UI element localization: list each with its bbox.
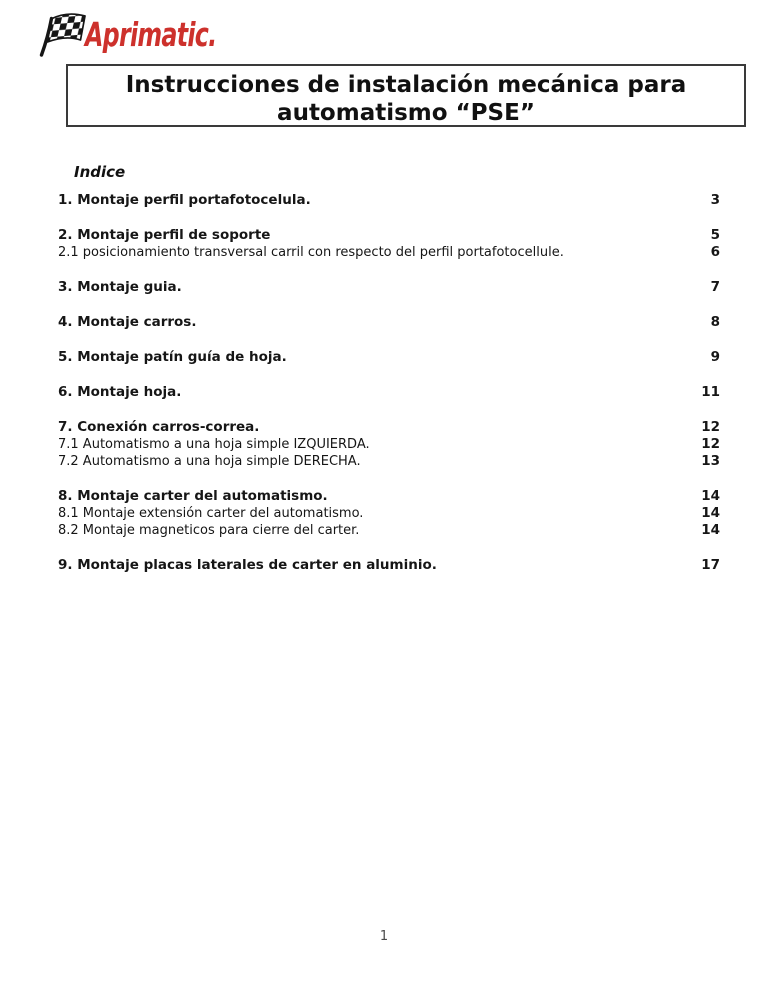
toc-entry-page: 12 <box>701 419 720 435</box>
toc-entry-text: 2.1 posicionamiento transversal carril con respecto del perfil portafotocellule. <box>58 245 564 260</box>
toc-heading: Indice <box>74 163 126 181</box>
toc-entry-page: 9 <box>710 349 720 365</box>
toc-entry-page: 8 <box>710 314 720 330</box>
toc-entry-text: 7.2 Automatismo a una hoja simple DERECHA. <box>58 454 361 469</box>
toc-entry-text: 1. Montaje perfil portafotocelula. <box>58 192 311 208</box>
toc-entry-text: 8. Montaje carter del automatismo. <box>58 488 328 504</box>
toc-entry <box>58 557 720 574</box>
toc-entry-page: 5 <box>710 227 720 243</box>
brand-name: Aprimatic. <box>85 15 217 54</box>
toc-entry <box>58 192 720 209</box>
toc-entry <box>58 488 720 505</box>
toc-entry <box>58 244 720 261</box>
toc-entry <box>58 436 720 453</box>
title-line-1: Instrucciones de instalación mecánica para <box>125 72 687 98</box>
toc-entry-page: 11 <box>701 384 720 400</box>
page-number: 1 <box>379 929 389 944</box>
toc-entry-text: 7. Conexión carros-correa. <box>58 419 260 435</box>
toc-entry <box>58 384 720 401</box>
toc-entry <box>58 505 720 522</box>
toc-entry-text: 9. Montaje placas laterales de carter en aluminio. <box>58 557 437 573</box>
toc-entry-page: 14 <box>701 505 720 521</box>
toc-entry-text: 8.2 Montaje magneticos para cierre del carter. <box>58 523 360 538</box>
toc-entry-page: 13 <box>701 453 720 469</box>
toc-entry <box>58 227 720 244</box>
toc-entry-text: 3. Montaje guia. <box>58 279 182 295</box>
toc-entry-text: 5. Montaje patín guía de hoja. <box>58 349 287 365</box>
toc-entry-text: 8.1 Montaje extensión carter del automatismo. <box>58 506 364 521</box>
checkered-flag-icon <box>37 13 89 57</box>
table-of-contents <box>58 192 720 574</box>
toc-entry-page: 17 <box>701 557 720 573</box>
toc-entry <box>58 314 720 331</box>
toc-entry-page: 14 <box>701 488 720 504</box>
toc-entry <box>58 453 720 470</box>
toc-entry-text: 2. Montaje perfil de soporte <box>58 227 271 243</box>
brand-logo <box>37 13 268 57</box>
toc-entry-page: 14 <box>701 522 720 538</box>
toc-entry-page: 12 <box>701 436 720 452</box>
toc-entry <box>58 419 720 436</box>
toc-entry-page: 3 <box>710 192 720 208</box>
title-line-2: automatismo “PSE” <box>277 100 535 126</box>
toc-entry-page: 7 <box>710 279 720 295</box>
toc-entry <box>58 279 720 296</box>
toc-entry-text: 7.1 Automatismo a una hoja simple IZQUIERDA. <box>58 437 370 452</box>
toc-entry <box>58 522 720 539</box>
toc-entry-text: 4. Montaje carros. <box>58 314 197 330</box>
toc-entry <box>58 349 720 366</box>
toc-entry-text: 6. Montaje hoja. <box>58 384 182 400</box>
title-box <box>66 64 746 127</box>
toc-entry-page: 6 <box>710 244 720 260</box>
